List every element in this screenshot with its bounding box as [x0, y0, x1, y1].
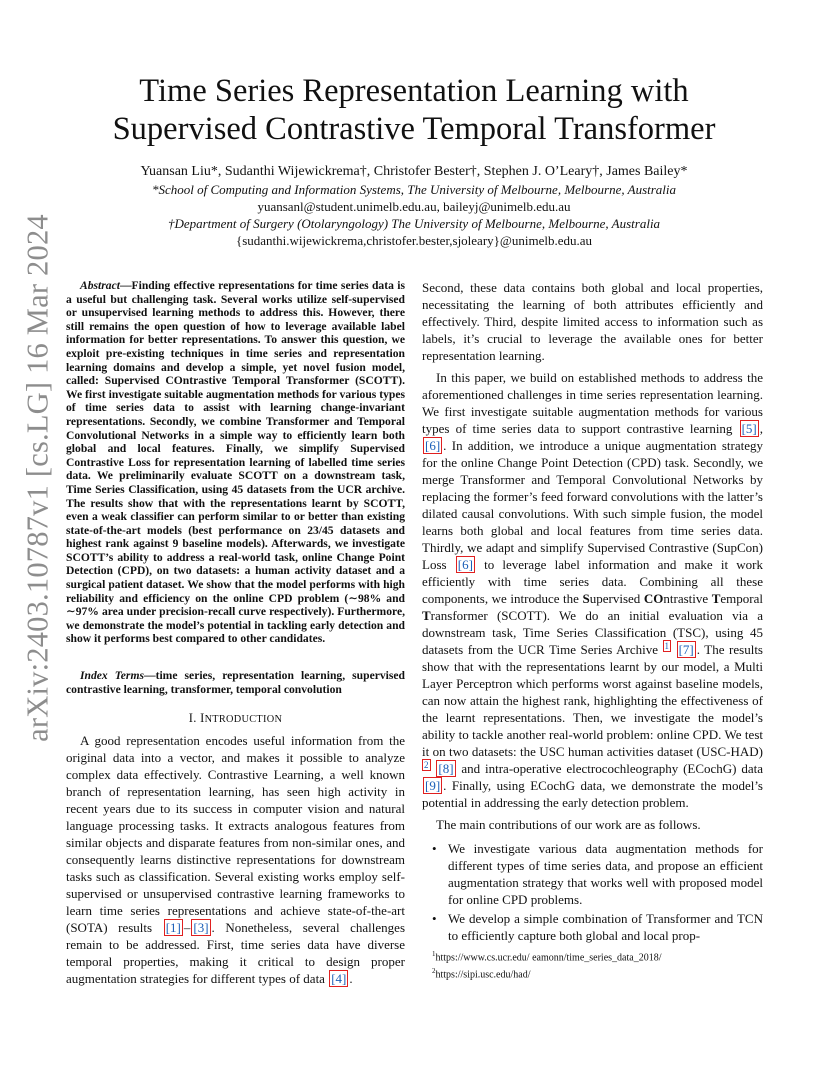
- author-list: Yuansan Liu*, Sudanthi Wijewickrema†, Christofer Bester†, Stephen J. O’Leary†, James Bailey*: [140, 164, 688, 179]
- citation-link[interactable]: [3]: [193, 920, 209, 936]
- model-name-initial: CO: [643, 591, 664, 606]
- citation-link[interactable]: [6]: [425, 438, 441, 453]
- intro-paragraph-2: [422, 369, 763, 811]
- section-heading-introduction: [66, 710, 405, 728]
- section-title-initial: I: [200, 711, 205, 726]
- arxiv-identifier-text: arXiv:2403.10787v1 [cs.LG] 16 Mar 2024: [20, 214, 55, 742]
- footnote-2: [432, 965, 772, 982]
- p2-text-c: to leverage label information and make it work efficiently with time series data. Combining all these components, we introduce the: [422, 557, 764, 606]
- citation-link[interactable]: [7]: [678, 642, 694, 657]
- abstract-text: —Finding effective representations for time series data is a useful but challenging task. Several works utilize self-supervised or unsupervised learning methods to address this. However, there still remains the open question of how to leverage available label information for better representations. To answer this question, we exploit pre-existing techniques in time series and representation learning domains and develop a simple, yet novel fusion model, called: Supervised COntrastive Temporal Transformer (SCOTT). We first investigate suitable augmentation methods for various types of time series data to assist with learning change-invariant representations. Secondly, we combine Transformer and Temporal Convolutional Networks in a simple way to efficiently learn both global and local features. Finally, we simplify Supervised Contrastive Loss for representation learning of labelled time series data. We preliminarily evaluate SCOTT on a downstream task, Time Series Classification, using 45 datasets from the UCR archive. The results show that with the representations learnt by SCOTT, even a weak classifier can perform similar to or better than existing state-of-the-art models (best performance on 23/45 datasets and highest rank against 9 baseline models). Afterwards, we investigate SCOTT’s ability to address a real-world task, online Change Point Detection (CPD), on two datasets: a human activity dataset and a surgical patient dataset. We show that the model performs with high reliability and efficiency on the online CPD problem (∼98% and ∼97% area under precision-recall curve respectively). Furthermore, we demonstrate the model’s potential in tackling early detection and show it performs best compared to other candidates.: [66, 279, 405, 646]
- left-column: [66, 279, 405, 987]
- model-name-part: upervised: [589, 591, 644, 606]
- abstract-lead: Abstract: [80, 279, 120, 292]
- p2-text-b: . In addition, we introduce a unique augmentation strategy for the online Change Point Detection (CPD) task. Secondly, we merge Transformer and Temporal Convolutional Networks by replacing the former’s feed forward convolutions with the latter’s dilated causal convolutions. With such simple fusion, the model learns both global and local features from time series data. Thirdly, we adapt and simplify Supervised Contrastive (SupCon) Loss: [422, 438, 763, 572]
- model-name-initial: T: [422, 608, 431, 623]
- section-title-rest: NTRODUCTION: [204, 714, 283, 726]
- list-item-text: We develop a simple combination of Transformer and TCN to efficiently capture both global and local prop-: [448, 911, 763, 943]
- p2-text-f: and intra-operative electrocochleography (ECochG) data: [456, 761, 764, 776]
- arxiv-identifier-stamp: [18, 214, 58, 742]
- affiliation-2: †Department of Surgery (Otolaryngology) The University of Melbourne, Melbourne, Australia: [167, 216, 661, 231]
- emails-2: {sudanthi.wijewickrema,christofer.bester,sjoleary}@unimelb.edu.au: [235, 233, 593, 248]
- intro-paragraph-1-continued: Second, these data contains both global and local properties, necessitating the learning of both attributes efficiently and effectively. Third, despite limited access to information such as labels, it’s crucial to leverage the available ones for better representation learning.: [422, 280, 763, 363]
- citation-link[interactable]: [6]: [457, 557, 473, 572]
- footnote-link[interactable]: 1: [664, 640, 670, 651]
- model-name-part: ransformer: [430, 608, 488, 623]
- footnote-url[interactable]: https://sipi.usc.edu/had/: [435, 969, 531, 981]
- right-column: [422, 279, 763, 946]
- footnote-mark: 1: [432, 950, 436, 958]
- intro-p1-text-b: . Nonetheless, several challenges remain to be addressed. First, time series data have diverse temporal properties, making it critical to design proper augmentation strategies for different types of data: [66, 920, 405, 987]
- bullet-icon: •: [432, 841, 437, 856]
- model-name-part: emporal: [720, 591, 763, 606]
- paper-title: [60, 72, 768, 148]
- index-terms-lead: Index Terms: [80, 669, 144, 683]
- list-item: [432, 910, 763, 944]
- citation-link[interactable]: [5]: [741, 421, 757, 436]
- footnote-link[interactable]: 2: [424, 759, 429, 770]
- p2-text-e: . The results show that with the representations learnt by our model, a Multi Layer Perceptron which performs worst against baseline models, can now attain the highest rank, highlighting the effectiveness of the learnt representations. Then, we investigate the model’s ability to tackle another real-world problem: online CPD. We test it on two datasets: the USC human activities dataset (USC-HAD): [422, 642, 763, 759]
- citation-link[interactable]: [4]: [331, 971, 347, 987]
- list-item: [432, 840, 763, 908]
- title-line-2: Supervised Contrastive Temporal Transformer: [112, 111, 716, 147]
- comma: ,: [759, 421, 763, 436]
- title-line-1: Time Series Representation Learning with: [139, 73, 689, 109]
- footnote-url[interactable]: https://www.cs.ucr.edu/ eamonn/time_series_data_2018/: [435, 952, 662, 964]
- p2-text-g: . Finally, using ECochG data, we demonstrate the model’s potential in addressing the early detection problem.: [422, 778, 763, 810]
- intro-paragraph-3: The main contributions of our work are as follows.: [436, 817, 701, 832]
- p2-text-d: (SCOTT). We do an initial evaluation via a downstream task, Time Series Classification (TSC), using 45 datasets from the UCR Time Series Archive: [422, 608, 763, 657]
- list-item-text: We investigate various data augmentation methods for different types of time series data, and propose an efficient augmentation strategy that works well with proposed model for online CPD problems.: [448, 841, 763, 907]
- range-dash: –: [183, 920, 191, 936]
- intro-p1-text-a: A good representation encodes useful information from the original data into a vector, and makes it possible to analyze complex data effectively. Contrastive Learning, a well known branch of representation learning, has seen high activity in recent years due to its success in computer vision and natural language processing tasks. It extracts analogous features from similar objects and disparate features from non-similar ones, and consequently learns distinctive representations for downstream tasks such as classification. Several existing works employ self-supervised or unsupervised contrastive learning frameworks to learn time series representations and achieve state-of-the-art (SOTA) results: [66, 733, 405, 936]
- section-number: I.: [188, 711, 197, 726]
- citation-link[interactable]: [1]: [165, 920, 181, 936]
- period: .: [349, 971, 353, 987]
- citation-link[interactable]: [8]: [438, 761, 454, 776]
- model-name-part: ntrastive: [663, 591, 712, 606]
- model-name-initial: T: [711, 591, 721, 606]
- affiliation-1: *School of Computing and Information Systems, The University of Melbourne, Melbourne, Australia: [151, 182, 677, 197]
- contributions-list: [422, 840, 763, 944]
- footnote-1: [432, 948, 772, 965]
- footnote-mark: 2: [432, 966, 436, 975]
- p2-text-a: In this paper, we build on established methods to address the aforementioned challenges in time series representation learning. We first investigate suitable augmentation methods for various types of time series data to support contrastive learning: [422, 370, 763, 436]
- intro-paragraph-1: [66, 732, 405, 987]
- abstract: [66, 279, 405, 646]
- index-terms: [66, 669, 405, 696]
- bullet-icon: •: [432, 911, 437, 926]
- model-name-initial: S: [582, 591, 590, 606]
- index-terms-text: —time series, representation learning, supervised contrastive learning, transformer, temporal convolution: [66, 669, 405, 696]
- footnotes: [432, 948, 772, 982]
- emails-1: yuansanl@student.unimelb.edu.au, baileyj@unimelb.edu.au: [257, 199, 571, 214]
- citation-link[interactable]: [9]: [425, 778, 441, 793]
